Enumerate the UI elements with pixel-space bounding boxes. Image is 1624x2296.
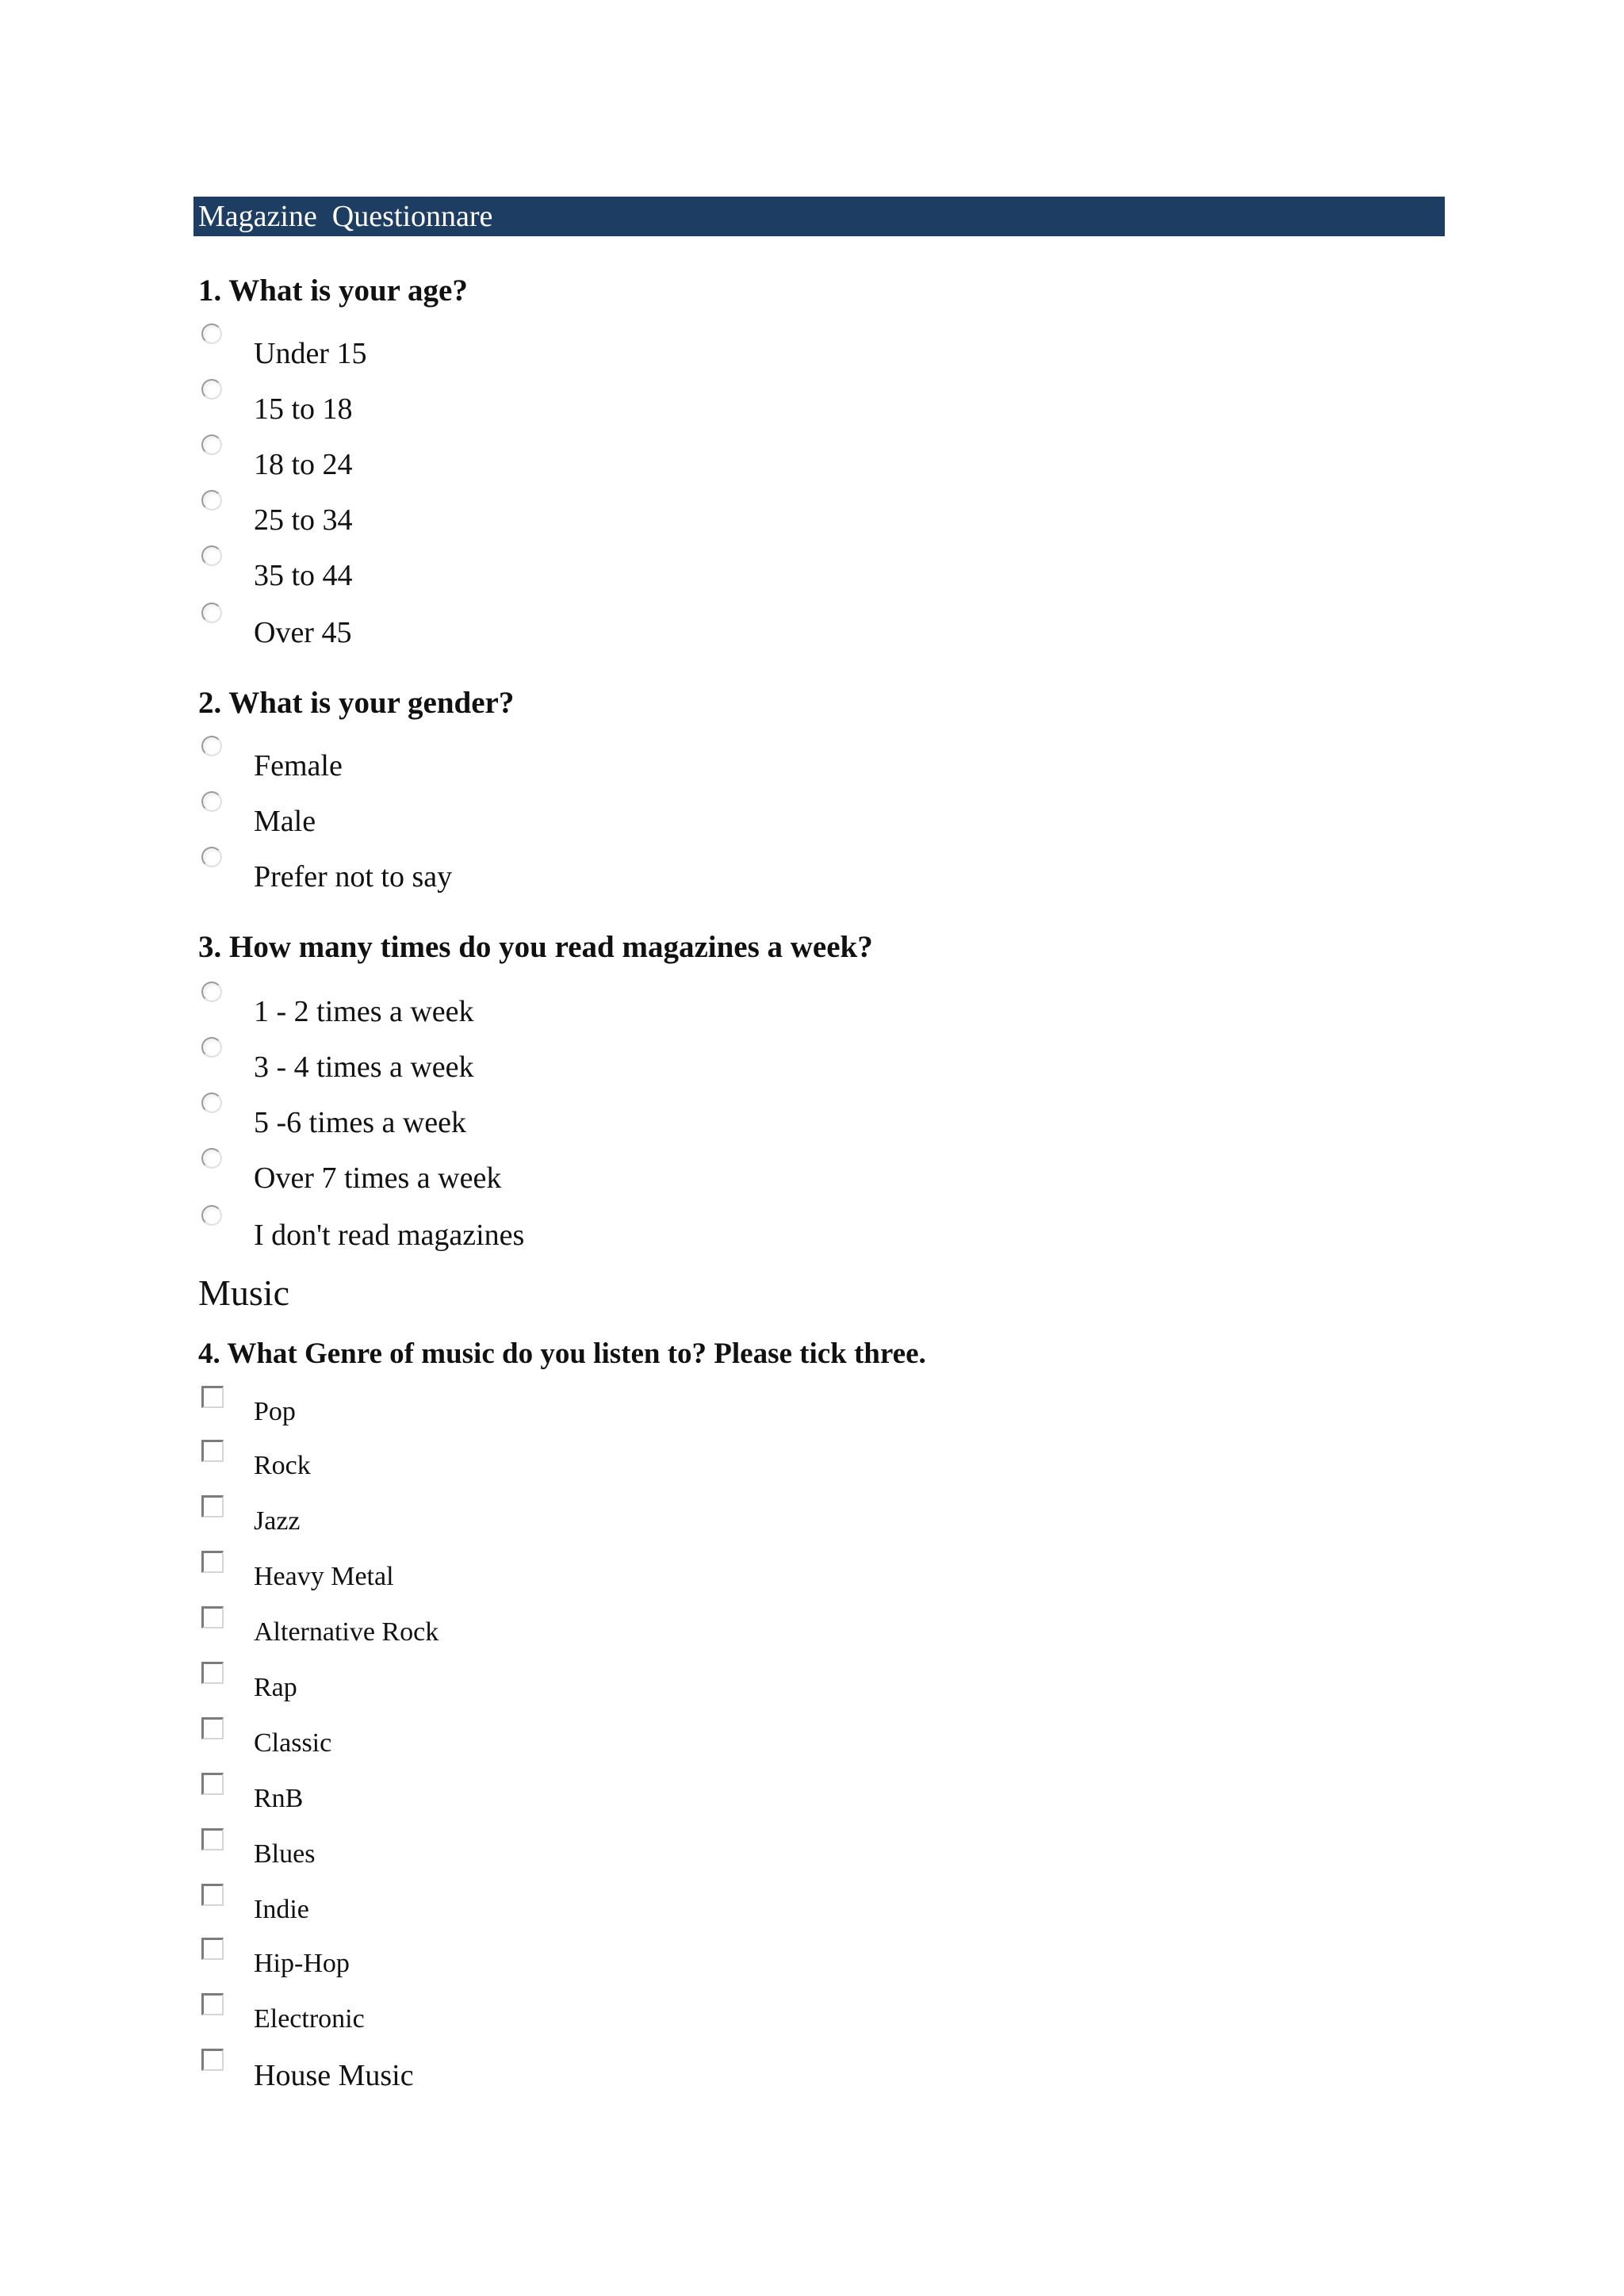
question-music-genre: 4. What Genre of music do you listen to? Please tick three.: [198, 1337, 926, 1370]
option-label: 18 to 24: [254, 448, 353, 481]
option-genre-hip-hop[interactable]: [201, 1938, 915, 1985]
option-label: Alternative Rock: [254, 1617, 439, 1647]
radio-button[interactable]: [201, 1205, 222, 1226]
option-age-under-15[interactable]: [201, 323, 915, 371]
option-label: Pop: [254, 1397, 296, 1426]
option-label: Over 7 times a week: [254, 1161, 502, 1195]
option-label: 5 -6 times a week: [254, 1106, 467, 1139]
checkbox[interactable]: [201, 1993, 224, 2015]
option-label: House Music: [254, 2059, 414, 2092]
option-label: 35 to 44: [254, 559, 353, 592]
option-genre-rnb[interactable]: [201, 1773, 915, 1820]
option-freq-5-6[interactable]: [201, 1093, 915, 1140]
checkbox[interactable]: [201, 1606, 224, 1628]
checkbox[interactable]: [201, 1884, 224, 1906]
option-label: 15 to 18: [254, 392, 353, 426]
option-label: Heavy Metal: [254, 1562, 394, 1591]
option-label: Rap: [254, 1673, 297, 1702]
option-age-35-44[interactable]: [201, 545, 915, 593]
radio-button[interactable]: [201, 603, 222, 623]
option-genre-indie[interactable]: [201, 1884, 915, 1931]
section-heading-music: Music: [198, 1272, 289, 1313]
option-freq-3-4[interactable]: [201, 1037, 915, 1085]
radio-button[interactable]: [201, 379, 222, 400]
option-label: Male: [254, 805, 316, 838]
checkbox[interactable]: [201, 1828, 224, 1850]
option-label: 25 to 34: [254, 503, 353, 537]
radio-button[interactable]: [201, 982, 222, 1002]
checkbox[interactable]: [201, 1662, 224, 1684]
option-genre-alternative-rock[interactable]: [201, 1606, 915, 1654]
option-label: Rock: [254, 1451, 311, 1480]
checkbox[interactable]: [201, 1440, 224, 1462]
radio-button[interactable]: [201, 545, 222, 566]
option-freq-over-7[interactable]: [201, 1148, 915, 1196]
radio-button[interactable]: [201, 791, 222, 812]
option-label: Hip-Hop: [254, 1949, 350, 1978]
option-genre-blues[interactable]: [201, 1828, 915, 1876]
question-gender: 2. What is your gender?: [198, 686, 515, 720]
option-label: Under 15: [254, 337, 367, 370]
radio-button[interactable]: [201, 1093, 222, 1113]
option-label: Classic: [254, 1728, 332, 1758]
option-label: Female: [254, 749, 343, 783]
option-label: I don't read magazines: [254, 1219, 525, 1252]
option-age-over-45[interactable]: [201, 603, 915, 650]
radio-button[interactable]: [201, 847, 222, 867]
option-genre-rock[interactable]: [201, 1440, 915, 1487]
option-gender-female[interactable]: [201, 736, 915, 783]
option-freq-1-2[interactable]: [201, 982, 915, 1029]
option-genre-rap[interactable]: [201, 1662, 915, 1709]
option-label: Electronic: [254, 2004, 365, 2034]
option-age-18-24[interactable]: [201, 434, 915, 482]
option-label: Jazz: [254, 1506, 301, 1536]
radio-button[interactable]: [201, 1037, 222, 1058]
option-genre-electronic[interactable]: [201, 1993, 915, 2041]
question-reading-frequency: 3. How many times do you read magazines a week?: [198, 930, 873, 964]
radio-button[interactable]: [201, 434, 222, 455]
radio-button[interactable]: [201, 323, 222, 344]
checkbox[interactable]: [201, 1495, 224, 1517]
option-gender-prefer-not[interactable]: [201, 847, 915, 894]
checkbox[interactable]: [201, 1386, 224, 1408]
option-genre-classic[interactable]: [201, 1717, 915, 1765]
checkbox[interactable]: [201, 1773, 224, 1795]
checkbox[interactable]: [201, 1938, 224, 1960]
option-genre-house-music[interactable]: [201, 2049, 915, 2096]
checkbox[interactable]: [201, 1717, 224, 1739]
option-genre-jazz[interactable]: [201, 1495, 915, 1543]
option-age-25-34[interactable]: [201, 490, 915, 538]
option-freq-none[interactable]: [201, 1205, 915, 1253]
radio-button[interactable]: [201, 1148, 222, 1169]
radio-button[interactable]: [201, 736, 222, 756]
option-label: 1 - 2 times a week: [254, 995, 474, 1028]
form-title-bar: Magazine Questionnare: [193, 197, 1445, 236]
option-genre-pop[interactable]: [201, 1386, 915, 1433]
option-label: Blues: [254, 1839, 316, 1869]
option-label: Over 45: [254, 616, 352, 649]
radio-button[interactable]: [201, 490, 222, 511]
option-label: Prefer not to say: [254, 860, 453, 894]
option-genre-heavy-metal[interactable]: [201, 1551, 915, 1598]
option-gender-male[interactable]: [201, 791, 915, 839]
checkbox[interactable]: [201, 2049, 224, 2071]
option-label: Indie: [254, 1895, 309, 1924]
option-label: RnB: [254, 1784, 304, 1813]
question-age: 1. What is your age?: [198, 274, 468, 308]
checkbox[interactable]: [201, 1551, 224, 1573]
option-age-15-18[interactable]: [201, 379, 915, 427]
option-label: 3 - 4 times a week: [254, 1050, 474, 1084]
